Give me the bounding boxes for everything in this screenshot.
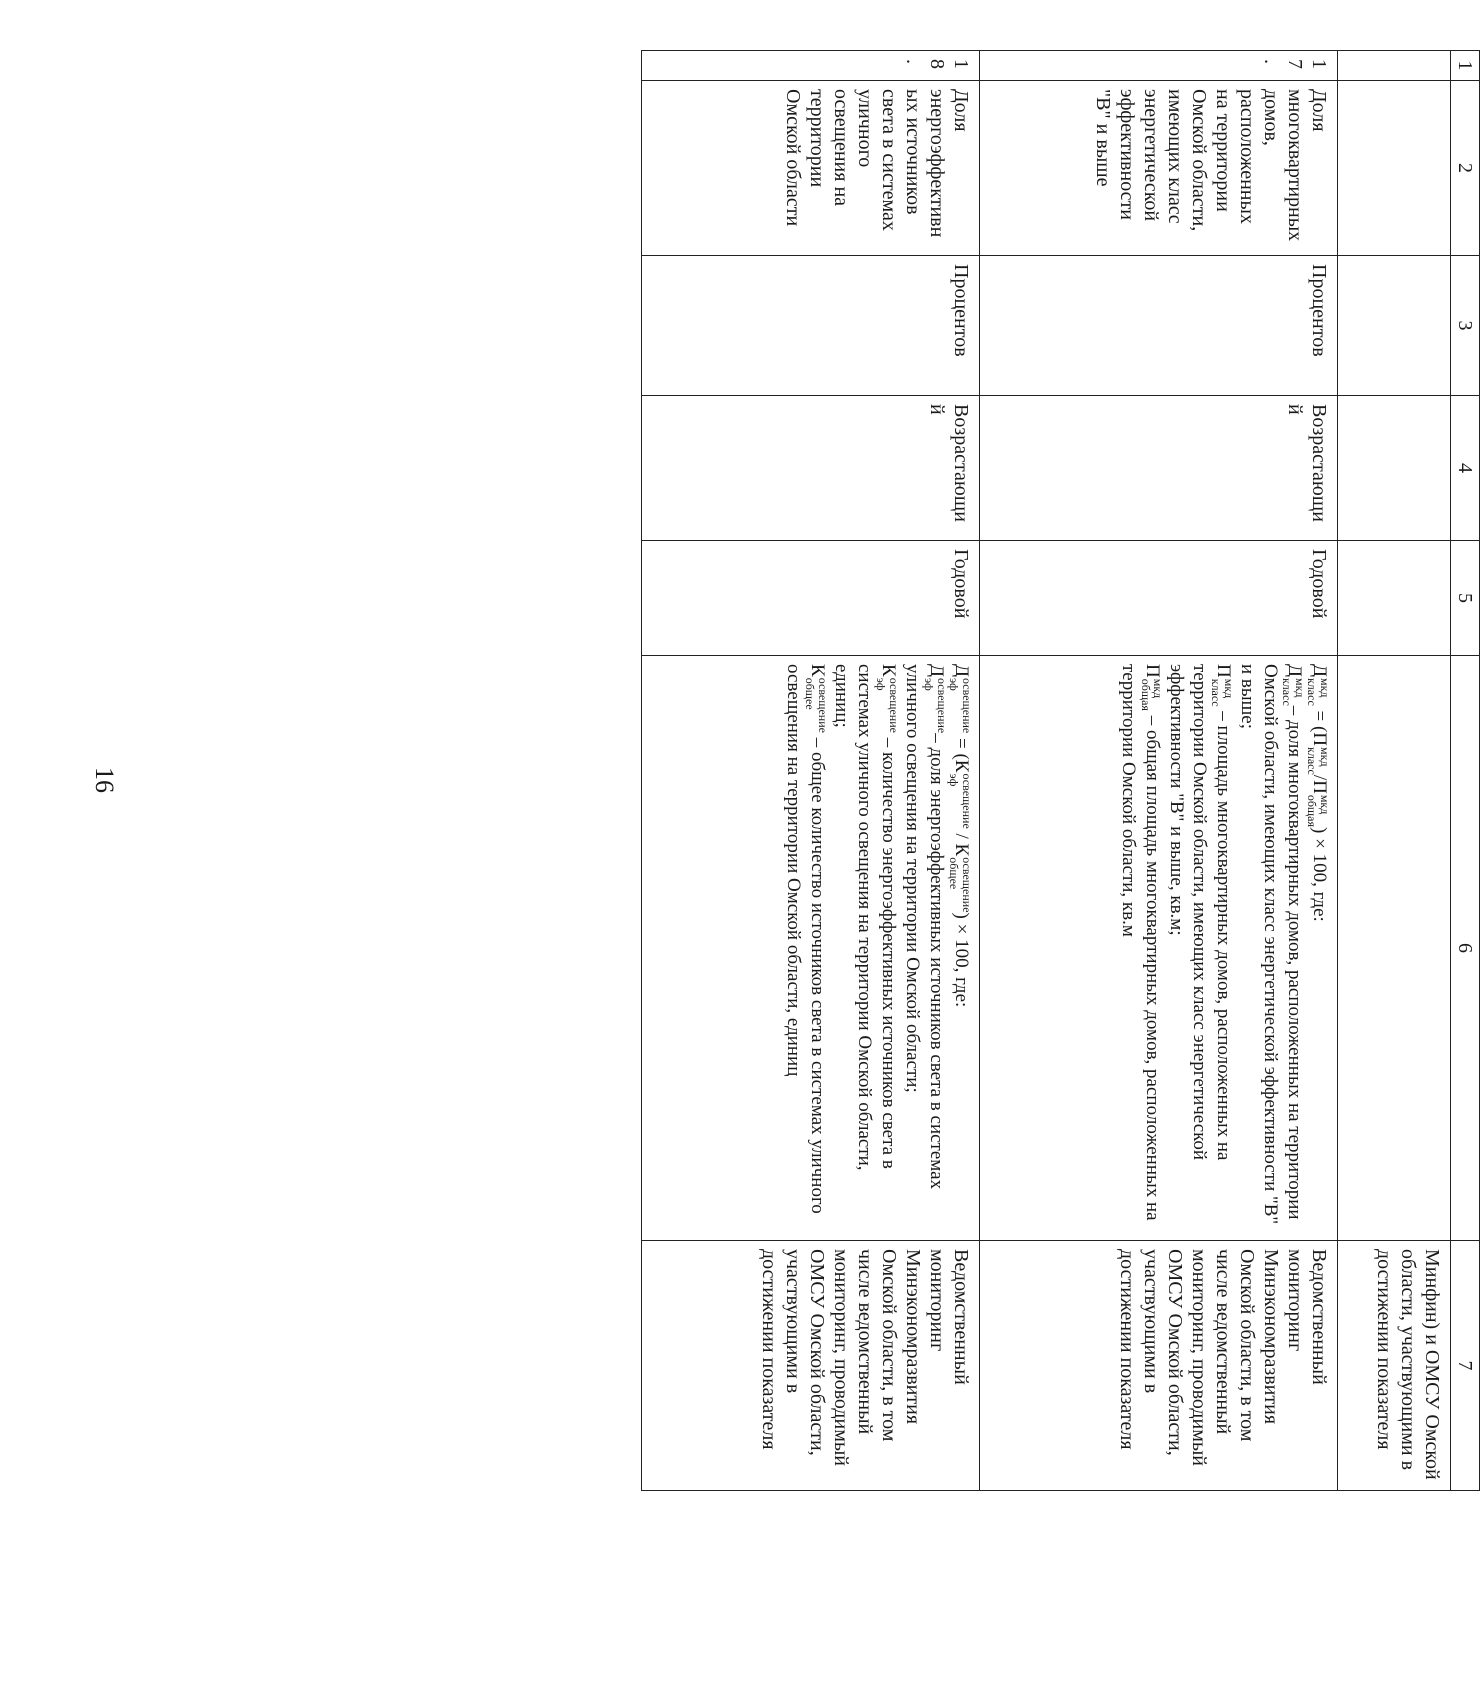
formula-def-2: П мкд класс – площадь многоквартирных домов, расположенных на территории Омской области, имеющих класс энергетической эффективности "B" и выше, кв.м; bbox=[1166, 664, 1237, 1161]
table-row bbox=[980, 51, 1338, 1491]
cont-cell-7: Минфин) и ОМСУ Омской области, участвующими в достижении показателя bbox=[1338, 1241, 1451, 1491]
formula-def-1: Д мкд класс – доля многоквартирных домов, расположенных на территории Омской области, имеющих класс энергетической эффективности "B" и выше; bbox=[1236, 664, 1307, 1225]
formula-def-3: П мкд общая – общая площадь многоквартирных домов, расположенных на территории Омской области, кв.м bbox=[1118, 664, 1166, 1221]
cont-cell-4 bbox=[1338, 396, 1451, 541]
periodicity: Годовой bbox=[980, 541, 1338, 656]
page-number: 16 bbox=[90, 767, 119, 793]
cont-cell-3 bbox=[1338, 256, 1451, 396]
formula-def-3: К освещение общее – общее количество источников света в системах уличного освещения на территории Омской области, единиц bbox=[782, 664, 831, 1214]
formula-def-2: К освещение эф – количество энергоэффективных источников света в системах уличного освещения на территории Омской области, единиц; bbox=[830, 664, 901, 1171]
indicator-name: Доля энергоэффективных источников света в системах уличного освещения на территории Омской области bbox=[642, 81, 980, 256]
trend-direction: Возрастающий bbox=[642, 396, 980, 541]
indicator-table bbox=[641, 50, 1480, 1491]
formula-main: Д освещение эф = (К освещение эф / К освещение общее ) × 100, где: bbox=[947, 664, 974, 1008]
formula-def-1: Д освещение эф – доля энергоэффективных источников света в системах уличного освещения на территории Омской области; bbox=[901, 664, 949, 1190]
column-header-7: 7 bbox=[1451, 1241, 1480, 1491]
indicator-table-wrapper bbox=[170, 50, 1480, 1490]
column-header-3: 3 bbox=[1451, 256, 1480, 396]
cont-cell-6 bbox=[1338, 656, 1451, 1241]
header-row bbox=[1451, 51, 1480, 1491]
table-row bbox=[642, 51, 980, 1491]
continuation-row bbox=[1338, 51, 1451, 1491]
row-number: 18. bbox=[642, 51, 980, 81]
column-header-6: 6 bbox=[1451, 656, 1480, 1241]
indicator-name: Доля многоквартирных домов, расположенных на территории Омской области, имеющих класс энергетической эффективности "B" и выше bbox=[980, 81, 1338, 256]
column-header-4: 4 bbox=[1451, 396, 1480, 541]
column-header-1: 1 bbox=[1451, 51, 1480, 81]
cont-cell-1 bbox=[1338, 51, 1451, 81]
data-source: Ведомственный мониторинг Минэкономразвития Омской области, в том числе ведомственный мониторинг, проводимый ОМСУ Омской области, участвующими в достижении показателя bbox=[980, 1241, 1338, 1491]
unit-of-measure: Процентов bbox=[642, 256, 980, 396]
periodicity: Годовой bbox=[642, 541, 980, 656]
formula-main: Д мкд класс = (П мкд класс /П мкд общая ) × 100, где: bbox=[1305, 664, 1332, 922]
trend-direction: Возрастающий bbox=[980, 396, 1338, 541]
calculation-formula bbox=[642, 656, 980, 1241]
column-header-2: 2 bbox=[1451, 81, 1480, 256]
cont-cell-5 bbox=[1338, 541, 1451, 656]
cont-cell-2 bbox=[1338, 81, 1451, 256]
row-number: 17. bbox=[980, 51, 1338, 81]
data-source: Ведомственный мониторинг Минэкономразвития Омской области, в том числе ведомственный мониторинг, проводимый ОМСУ Омской области, участвующими в достижении показателя bbox=[642, 1241, 980, 1491]
calculation-formula bbox=[980, 656, 1338, 1241]
unit-of-measure: Процентов bbox=[980, 256, 1338, 396]
column-header-5: 5 bbox=[1451, 541, 1480, 656]
